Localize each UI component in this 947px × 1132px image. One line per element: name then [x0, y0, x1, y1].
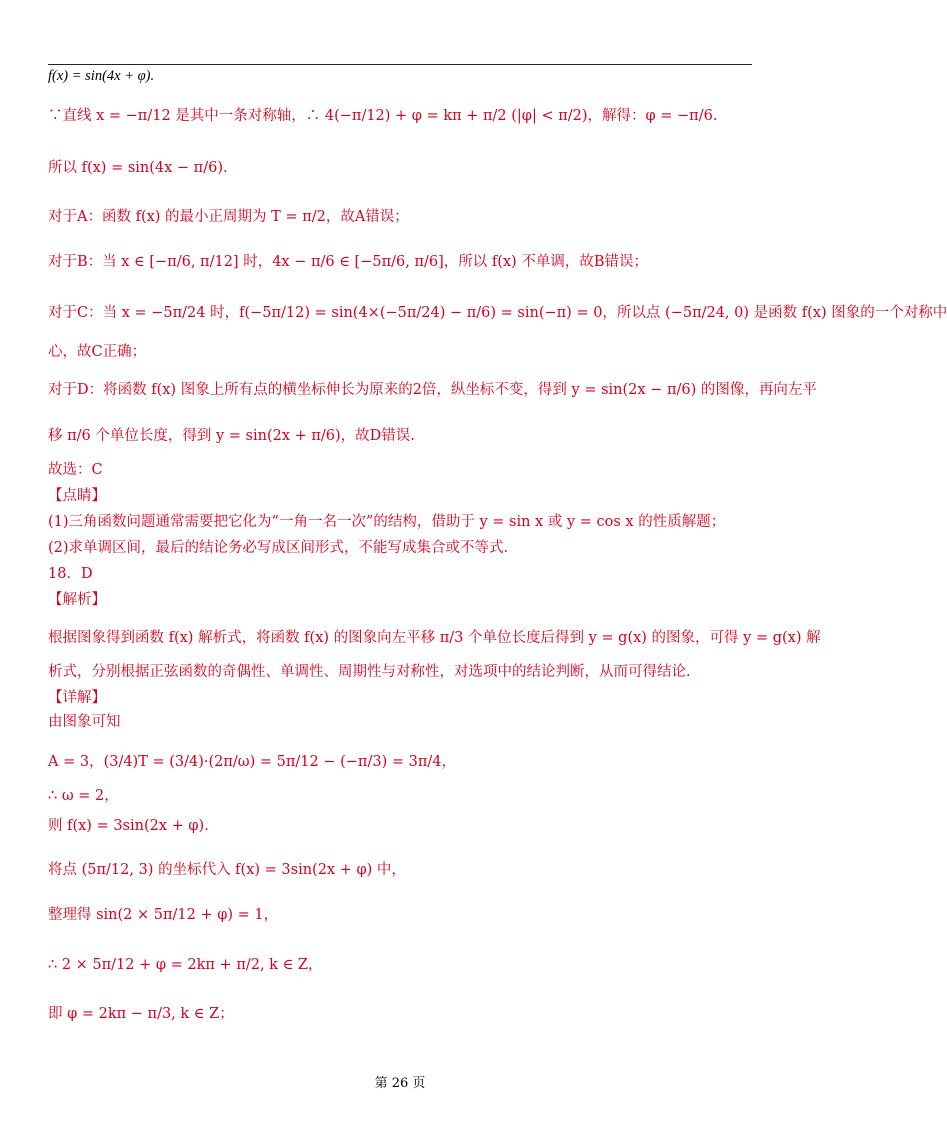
text-line-19: A = 3，(3/4)T = (3/4)·(2π/ω) = 5π/12 − (−π/3) = 3π/4，	[48, 754, 456, 770]
text-line-6: 心，故C正确；	[48, 344, 147, 360]
text-line-9: 故选：C	[48, 462, 103, 478]
text-line-22: 将点 (5π/12, 3) 的坐标代入 f(x) = 3sin(2x + φ) 中，	[48, 862, 406, 878]
text-line-2: 所以 f(x) = sin(4x − π/6).	[48, 160, 228, 176]
text-line-18: 由图象可知	[48, 714, 121, 730]
text-line-3: 对于A：函数 f(x) 的最小正周期为 T = π/2，故A错误；	[48, 209, 409, 225]
text-line-12: (2)求单调区间，最后的结论务必写成区间形式，不能写成集合或不等式.	[48, 540, 509, 556]
text-line-16: 析式，分别根据正弦函数的奇偶性、单调性、周期性与对称性，对选项中的结论判断，从而可得结论.	[48, 664, 691, 680]
text-line-20: ∴ ω = 2，	[48, 788, 119, 804]
section-jiexi: 【解析】	[48, 592, 106, 608]
text-line-15: 根据图象得到函数 f(x) 解析式，将函数 f(x) 的图象向左平移 π/3 个单位长度后得到 y = g(x) 的图象，可得 y = g(x) 解	[48, 630, 821, 646]
text-line-21: 则 f(x) = 3sin(2x + φ).	[48, 818, 209, 834]
text-line-8: 移 π/6 个单位长度，得到 y = sin(2x + π/6)，故D错误.	[48, 428, 415, 444]
text-line-24: ∴ 2 × 5π/12 + φ = 2kπ + π/2, k ∈ Z，	[48, 957, 323, 973]
section-dianjing: 【点睛】	[48, 488, 106, 504]
text-line-4: 对于B：当 x ∈ [−π/6, π/12] 时，4x − π/6 ∈ [−5π/6, π/6]，所以 f(x) 不单调，故B错误；	[48, 254, 648, 270]
header-formula: f(x) = sin(4x + φ).	[48, 68, 155, 84]
section-xiangjie: 【详解】	[48, 690, 106, 706]
text-line-5: 对于C：当 x = −5π/24 时，f(−5π/12) = sin(4×(−5π/24) − π/6) = sin(−π) = 0，所以点 (−5π/24, 0) 是函数 f(x) 图象的一个对称中	[48, 305, 947, 321]
header-rule	[48, 64, 752, 65]
text-line-7: 对于D：将函数 f(x) 图象上所有点的横坐标伸长为原来的2倍，纵坐标不变，得到 y = sin(2x − π/6) 的图像，再向左平	[48, 382, 817, 398]
text-line-11: (1)三角函数问题通常需要把它化为“一角一名一次”的结构，借助于 y = sin x 或 y = cos x 的性质解题；	[48, 514, 726, 530]
question-number: 18．D	[48, 566, 93, 582]
text-line-23: 整理得 sin(2 × 5π/12 + φ) = 1，	[48, 907, 279, 923]
page-number: 第 26 页	[374, 1076, 426, 1091]
text-line-25: 即 φ = 2kπ − π/3, k ∈ Z；	[48, 1006, 234, 1022]
text-line-1: ∵直线 x = −π/12 是其中一条对称轴，∴ 4(−π/12) + φ = kπ + π/2 (|φ| < π/2)，解得：φ = −π/6.	[48, 108, 718, 124]
